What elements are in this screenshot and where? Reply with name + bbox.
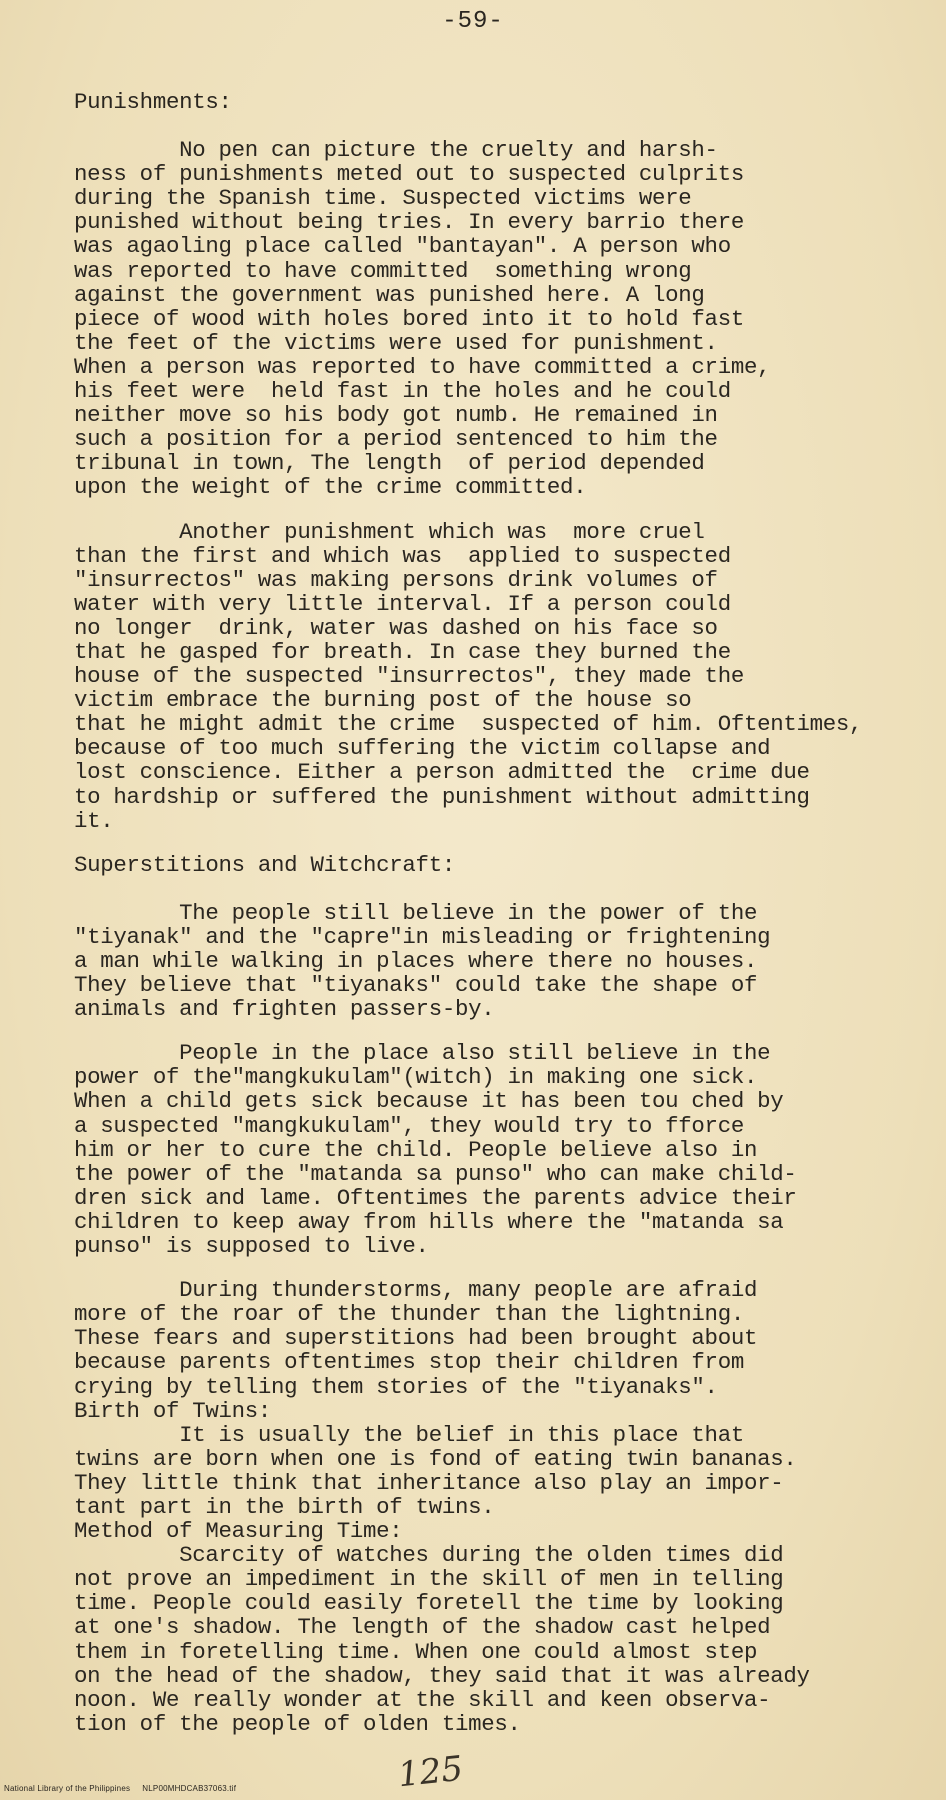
paragraph: People in the place also still believe in the power of the"mangkukulam"(witch) in making one sick. When a child gets sick because it has been tou ched by a suspected "mangkukulam", they would try to fforce him or her to cure the child. People believe also in the power of the "matanda sa punso" who can make child- dren sick and lame. Oftentimes the parents advice their children to keep away from hills where the "matanda sa punso" is supposed to live. xyxy=(74,1040,797,1260)
section-measuring-time xyxy=(74,1519,934,1736)
section-heading: Method of Measuring Time: xyxy=(74,1518,403,1545)
archive-footer: National Library of the Philippines NLP00MHDCAB37063.tif xyxy=(4,1784,237,1793)
section-birth-of-twins xyxy=(74,1399,934,1519)
section-superstitions xyxy=(74,853,934,1399)
paragraph: Scarcity of watches during the olden times did not prove an impediment in the skill of men in telling time. People could easily foretell the time by looking at one's shadow. The length of the shadow cast helped them in foretelling time. When one could almost step on the head of the shadow, they said that it was already noon. We really wonder at the skill and keen observa- tion of the people of olden times. xyxy=(74,1542,810,1737)
paragraph: Another punishment which was more cruel than the first and which was applied to suspected "insurrectos" was making persons drink volumes of water with very little interval. If a person could no longer drink, water was dashed on his face so that he gasped for breath. In case they burned the house of the suspected "insurrectos", they made the victim embrace the burning post of the house so that he might admit the crime suspected of him. Oftentimes, because of too much suffering the victim collapse and lost conscience. Either a person admitted the crime due to hardship or suffered the punishment without admitting it. xyxy=(74,518,863,834)
section-heading: Superstitions and Witchcraft: xyxy=(74,851,455,878)
page-number: -59- xyxy=(442,8,504,35)
section-punishments xyxy=(74,90,934,833)
section-heading: Birth of Twins: xyxy=(74,1397,272,1424)
paragraph: The people still believe in the power of the "tiyanak" and the "capre"in misleading or frightening a man while walking in places where there no houses. They believe that "tiyanaks" could take the shape of animals and frighten passers-by. xyxy=(74,899,771,1023)
document-body xyxy=(74,90,934,1736)
paragraph: During thunderstorms, many people are afraid more of the roar of the thunder than the lightning. These fears and superstitions had been brought about because parents oftentimes stop their children from crying by telling them stories of the "tiyanaks". xyxy=(74,1277,758,1400)
section-heading: Punishments: xyxy=(74,89,232,115)
handwritten-folio-number: 125 xyxy=(396,1748,465,1796)
paragraph: It is usually the belief in this place that twins are born when one is fond of eating twin bananas. They little think that inheritance also play an impor- tant part in the birth of twins. xyxy=(74,1421,797,1520)
paragraph: No pen can picture the cruelty and harsh- ness of punishments meted out to suspected culprits during the Spanish time. Suspected victims were punished without being tries. In every barrio there was agaoling place called "bantayan". A person who was reported to have committed something wrong against the government was punished here. A long piece of wood with holes bored into it to hold fast the feet of the victims were used for punishment. When a person was reported to have committed a crime, his feet were held fast in the holes and he could neither move so his body got numb. He remained in such a position for a period sentenced to him the tribunal in town, The length of period depended upon the weight of the crime committed. xyxy=(74,137,771,501)
